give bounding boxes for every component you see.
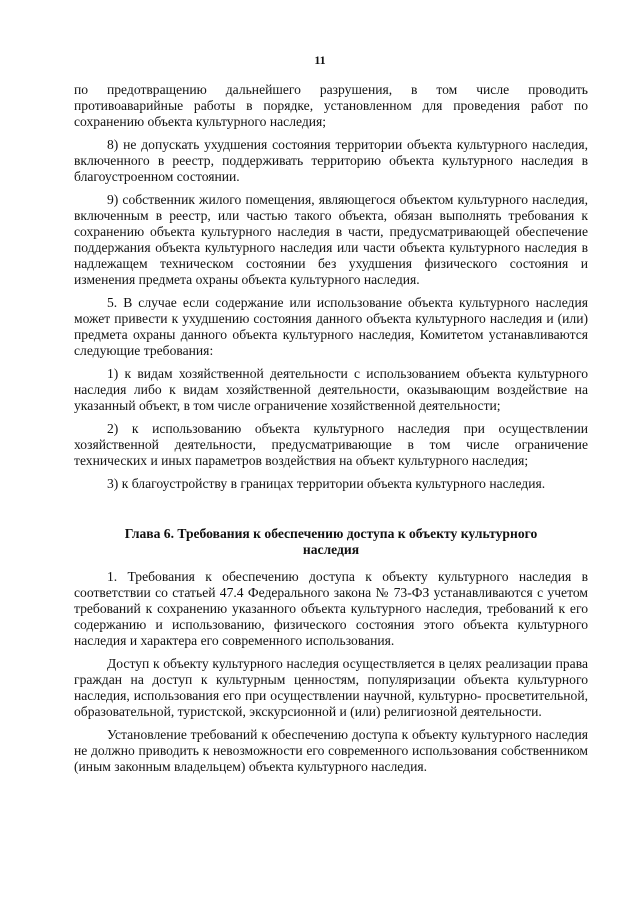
paragraph: 1) к видам хозяйственной деятельности с использованием объекта культурного наследия либо к видам хозяйственной деятельности, оказывающим воздействие на указанный объект, в том числе ограничение хозяйственной деятельности; — [74, 366, 588, 413]
paragraph: Доступ к объекту культурного наследия осуществляется в целях реализации права граждан на доступ к культурным ценностям, популяризации объекта культурного наследия, использования его при осуществлении научной, культурно- просветительной, образовательной, туристской, экскурсионной и (или) религиозной деятельности. — [74, 656, 588, 719]
paragraph: 5. В случае если содержание или использование объекта культурного наследия может привести к ухудшению состояния данного объекта культурного наследия и (или) предмета охраны данного объекта культурного наследия, Комитетом устанавливаются следующие требования: — [74, 295, 588, 358]
paragraphs-top — [74, 82, 588, 492]
chapter-title: Глава 6. Требования к обеспечению доступа к объекту культурного наследия — [124, 526, 538, 557]
paragraph: 8) не допускать ухудшения состояния территории объекта культурного наследия, включенного в реестр, поддерживать территорию объекта культурного наследия в благоустроенном состоянии. — [74, 137, 588, 184]
paragraphs-bottom — [74, 569, 588, 775]
document-body — [74, 82, 588, 782]
paragraph: 2) к использованию объекта культурного наследия при осуществлении хозяйственной деятельности, предусматривающие в том числе ограничение технических и иных параметров воздействия на объект культурного наследия; — [74, 421, 588, 468]
page-number: 11 — [314, 53, 326, 67]
paragraph: 1. Требования к обеспечению доступа к объекту культурного наследия в соответствии со статьей 47.4 Федерального закона № 73-ФЗ устанавливаются с учетом требований к сохранению указанного объекта культурного наследия, требований к его содержанию и использованию, физического состояния этого объекта культурного наследия и характера его современного использования. — [74, 569, 588, 648]
paragraph: 3) к благоустройству в границах территории объекта культурного наследия. — [107, 476, 546, 491]
paragraph: по предотвращению дальнейшего разрушения, в том числе проводить противоаварийные работы в порядке, установленном для проведения работ по сохранению объекта культурного наследия; — [74, 82, 588, 129]
paragraph: 9) собственник жилого помещения, являющегося объектом культурного наследия, включенным в реестр, или частью такого объекта, обязан выполнять требования к сохранению объекта культурного наследия в части, предусматривающей обеспечение поддержания объекта культурного наследия или части объекта культурного наследия в надлежащем техническом состоянии без ухудшения физического состояния и изменения предмета охраны объекта культурного наследия. — [74, 192, 588, 287]
paragraph: Установление требований к обеспечению доступа к объекту культурного наследия не должно приводить к невозможности его современного использования собственником (иным законным владельцем) объекта культурного наследия. — [74, 727, 588, 774]
